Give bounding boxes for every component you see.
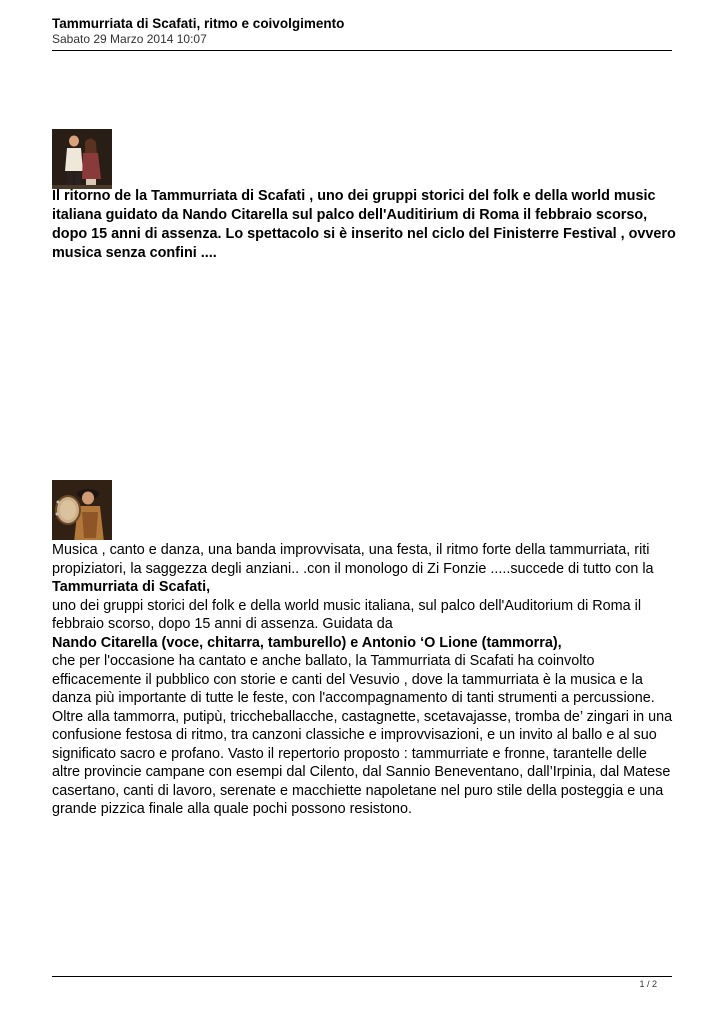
performers-on-stage-photo: [52, 129, 112, 189]
header-divider: [52, 50, 672, 51]
footer-divider: [52, 976, 672, 977]
article-paragraph: uno dei gruppi storici del folk e della world music italiana, sul palco dell'Auditorium di Roma il febbraio scorso, dopo 15 anni di assenza. Guidata da: [52, 597, 642, 632]
document-header: [52, 15, 672, 46]
document-title: Tammurriata di Scafati, ritmo e coivolgimento: [52, 16, 345, 31]
article-paragraph: che per l'occasione ha cantato e anche ballato, la Tammurriata di Scafati ha coinvolto efficacemente il pubblico con storie e canti del Vesuvio , dove la tammurriata è la musica e la danza più importante di tutte le feste, con l'accompagnamento di tanti strumenti a percussione. Oltre alla tammorra, putipù, triccheballacche, castagnette, scetavajasse, tromba de’ zingari in una confusione festosa di ritmo, tra canzoni classiche e improvvisazioni, e un invito al ballo e al suo significato sacro e profano. Vasto il repertorio proposto : tammurriate e fronne, tarantelle delle altre provincie campane con esempi dal Cilento, dal Sannio Beneventano, dall’Irpinia, dal Matese casertano, canti di lavoro, serenate e macchiette napoletane nel puro stile della posteggia e una grande pizzica finale alla quale pochi possono resistono.: [52, 653, 673, 817]
article-paragraph: Musica , canto e danza, una banda improvvisata, una festa, il ritmo forte della tammurriata, riti propiziatori, la saggezza degli anziani.. .con il monologo di Zi Fonzie .....succede di tutto con la: [52, 542, 654, 577]
article-body: [52, 541, 677, 819]
document-date: Sabato 29 Marzo 2014 10:07: [52, 32, 207, 46]
band-name: Tammurriata di Scafati,: [52, 579, 211, 595]
performers-line: Nando Citarella (voce, chitarra, tamburello) e Antonio ‘O Lione (tammorra),: [52, 634, 562, 651]
tambourine-player-photo: [52, 480, 112, 540]
article-intro: Il ritorno de la Tammurriata di Scafati , uno dei gruppi storici del folk e della world music italiana guidato da Nando Citarella sul palco dell'Auditirium di Roma il febbraio scorso, dopo 15 anni di assenza. Lo spettacolo si è inserito nel ciclo del Finisterre Festival , ovvero musica senza confini ....: [52, 188, 676, 261]
page-number: 1 / 2: [639, 979, 657, 989]
